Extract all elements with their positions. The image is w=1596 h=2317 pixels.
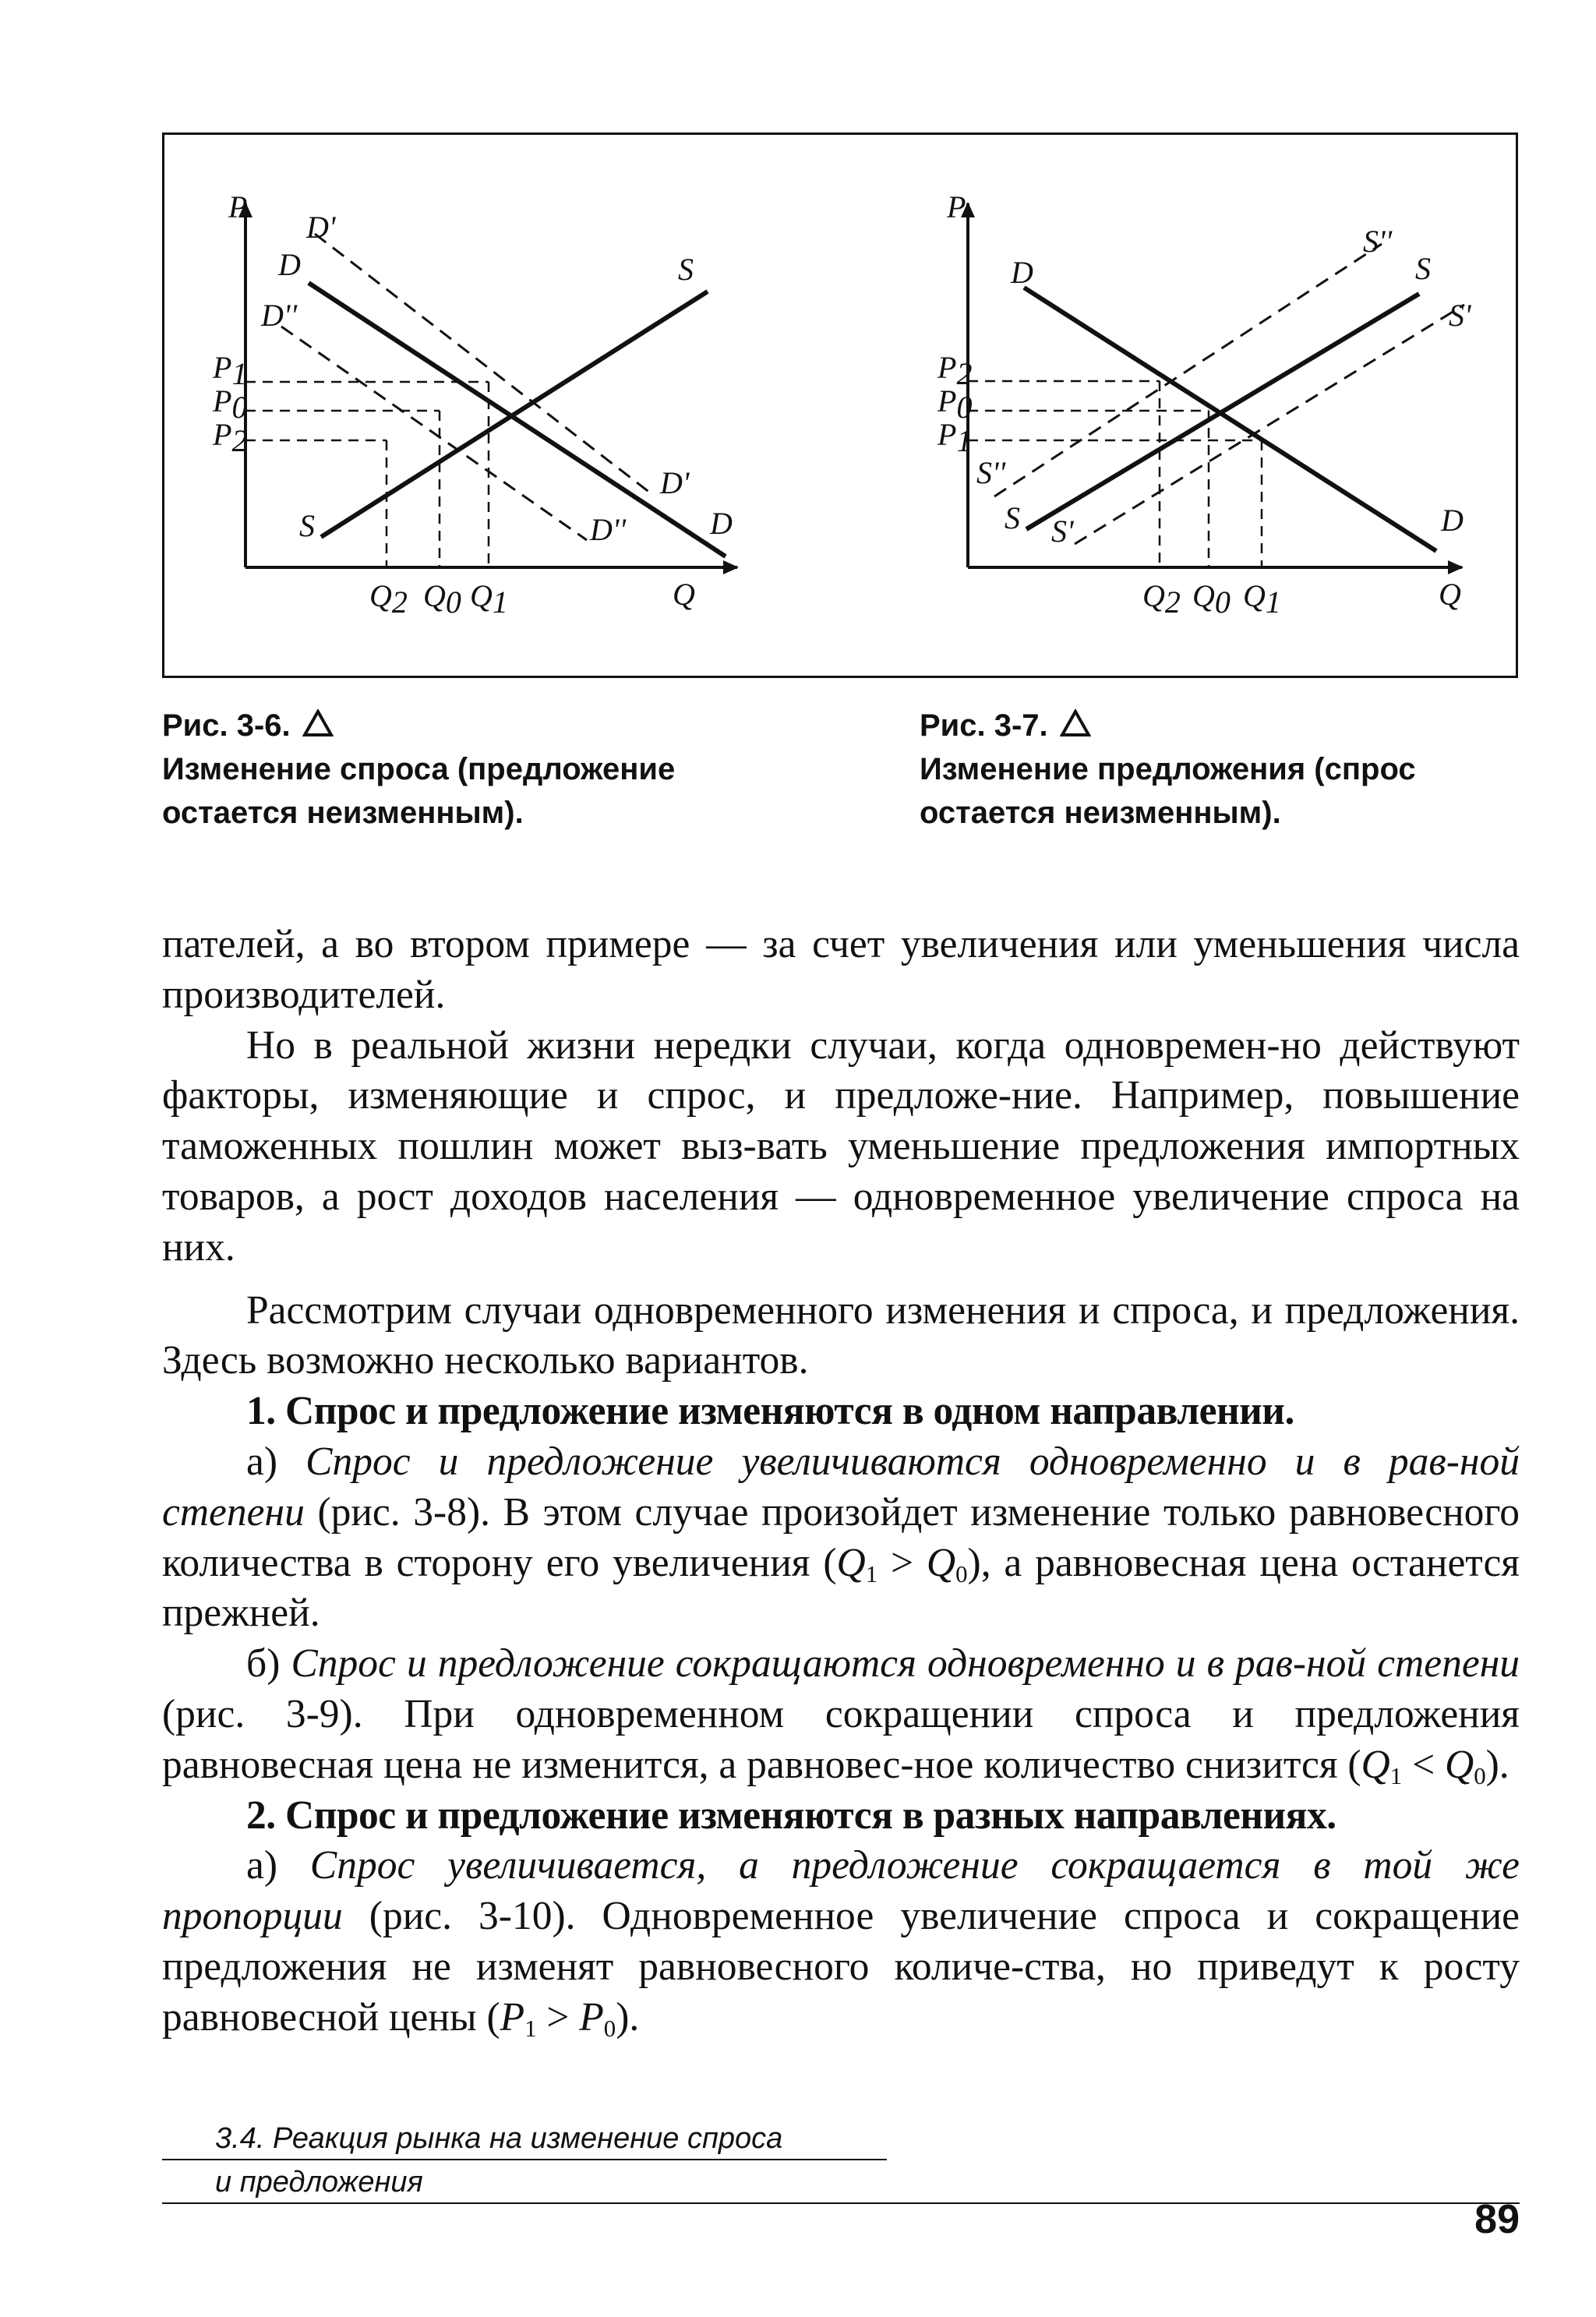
q2-label: Q2 (369, 578, 408, 620)
q0-label: Q0 (1192, 578, 1231, 620)
supply-line-s2 (994, 244, 1382, 496)
figure-3-6-diagram (164, 135, 842, 680)
footer-line-1: 3.4. Реакция рынка на изменение спроса (215, 2122, 783, 2155)
heading-same-direction: 1. Спрос и предложение изменяются в одном направлении. (246, 1389, 1294, 1434)
p-axis-label: P (947, 189, 966, 224)
triangle-icon (1060, 709, 1091, 737)
figure-3-7-caption (920, 704, 1535, 835)
d-top-label: D (1011, 255, 1033, 290)
case-1b: б) Спрос и предложение сокращаются одновременно и в рав-ной степени (рис. 3-9). При одновременном сокращении спроса и предложения равновесная цена не изменится, а равновес-ное количество снизится $(Q_1 < Q_0)$. (162, 1641, 1520, 1789)
demand-line-d1 (315, 234, 654, 496)
p-axis-label: P (228, 189, 248, 224)
p2-label: P2 (213, 417, 248, 458)
s2-top-label: S'' (1363, 224, 1393, 259)
d-bottom-label: D (710, 506, 733, 541)
q1-label: Q1 (470, 578, 508, 620)
p0-label: P0 (213, 383, 248, 425)
p1-label: P1 (937, 417, 973, 458)
s-top-label: S (678, 252, 694, 287)
running-footer (215, 2117, 782, 2204)
p1-label: P1 (213, 350, 248, 391)
q-axis-label: Q (1439, 577, 1461, 612)
p2-label: P2 (937, 350, 973, 391)
footer-rule-top (162, 2159, 887, 2160)
s-bottom-label: S (1005, 500, 1020, 535)
d1-bottom-label: D' (660, 465, 690, 500)
s2-bottom-label: S'' (976, 455, 1006, 490)
footer-rule-bottom (162, 2202, 1520, 2204)
page-number: 89 (1474, 2197, 1520, 2242)
q0-label: Q0 (423, 578, 461, 620)
d-bottom-label: D (1441, 503, 1464, 538)
s1-top-label: S' (1449, 298, 1471, 333)
q1-label: Q1 (1243, 578, 1281, 620)
figures-frame (162, 132, 1518, 678)
body-text (162, 920, 1520, 2043)
s-top-label: S (1415, 251, 1431, 286)
demand-line-d (309, 283, 726, 556)
supply-line-s1 (1075, 305, 1464, 544)
demand-line-d (1024, 288, 1436, 551)
s1-bottom-label: S' (1051, 514, 1074, 549)
case-2a: а) Спрос увеличивается, а предложение сокращается в той же пропорции (рис. 3-10). Одновременное увеличение спроса и сокращение предложения не изменят равновесного количе-ства, но приведут к росту равновесной цены $(P_1 > P_0)$. (162, 1843, 1520, 2042)
q-axis-label: Q (673, 577, 695, 612)
p0-label: P0 (937, 383, 973, 425)
triangle-icon (302, 709, 334, 737)
case-1a: а) Спрос и предложение увеличиваются одновременно и в рав-ной степени (рис. 3-8). В этом случае произойдет изменение только равновесного количества в сторону его увеличения $(Q_1 > Q_0)$, а равновесная цена останется прежней. (162, 1439, 1520, 1636)
d-top-label: D (278, 247, 301, 282)
footer-line-2: и предложения (215, 2166, 423, 2199)
paragraph-2: Но в реальной жизни нередки случаи, когда одновремен-но действуют факторы, изменяющие и спрос, и предложе-ние. Например, повышение таможенных пошлин может выз-вать уменьшение предложения импортных товаров, а рост доходов населения — одновременное увеличение спроса на них. (162, 1023, 1520, 1270)
figure-3-7-number: Рис. 3-7. (920, 708, 1048, 743)
figure-3-6-caption (162, 704, 801, 835)
heading-different-directions: 2. Спрос и предложение изменяются в разных направлениях. (246, 1792, 1336, 1838)
paragraph-1: пателей, а во втором примере — за счет увеличения или уменьшения числа производителей. (162, 922, 1520, 1017)
figure-3-6-number: Рис. 3-6. (162, 708, 291, 743)
s-bottom-label: S (299, 508, 315, 543)
paragraph-3: Рассмотрим случаи одновременного изменения и спроса, и предложения. Здесь возможно несколько вариантов. (162, 1287, 1520, 1383)
q2-label: Q2 (1142, 578, 1181, 620)
figure-3-7-caption-text: Изменение предложения (спрос остается неизменным). (920, 752, 1416, 830)
d1-top-label: D' (306, 210, 336, 245)
figure-3-6-caption-text: Изменение спроса (предложение остается неизменным). (162, 752, 676, 830)
d2-bottom-label: D'' (590, 512, 626, 547)
d2-top-label: D'' (261, 298, 297, 333)
figure-3-7-diagram (842, 135, 1520, 680)
